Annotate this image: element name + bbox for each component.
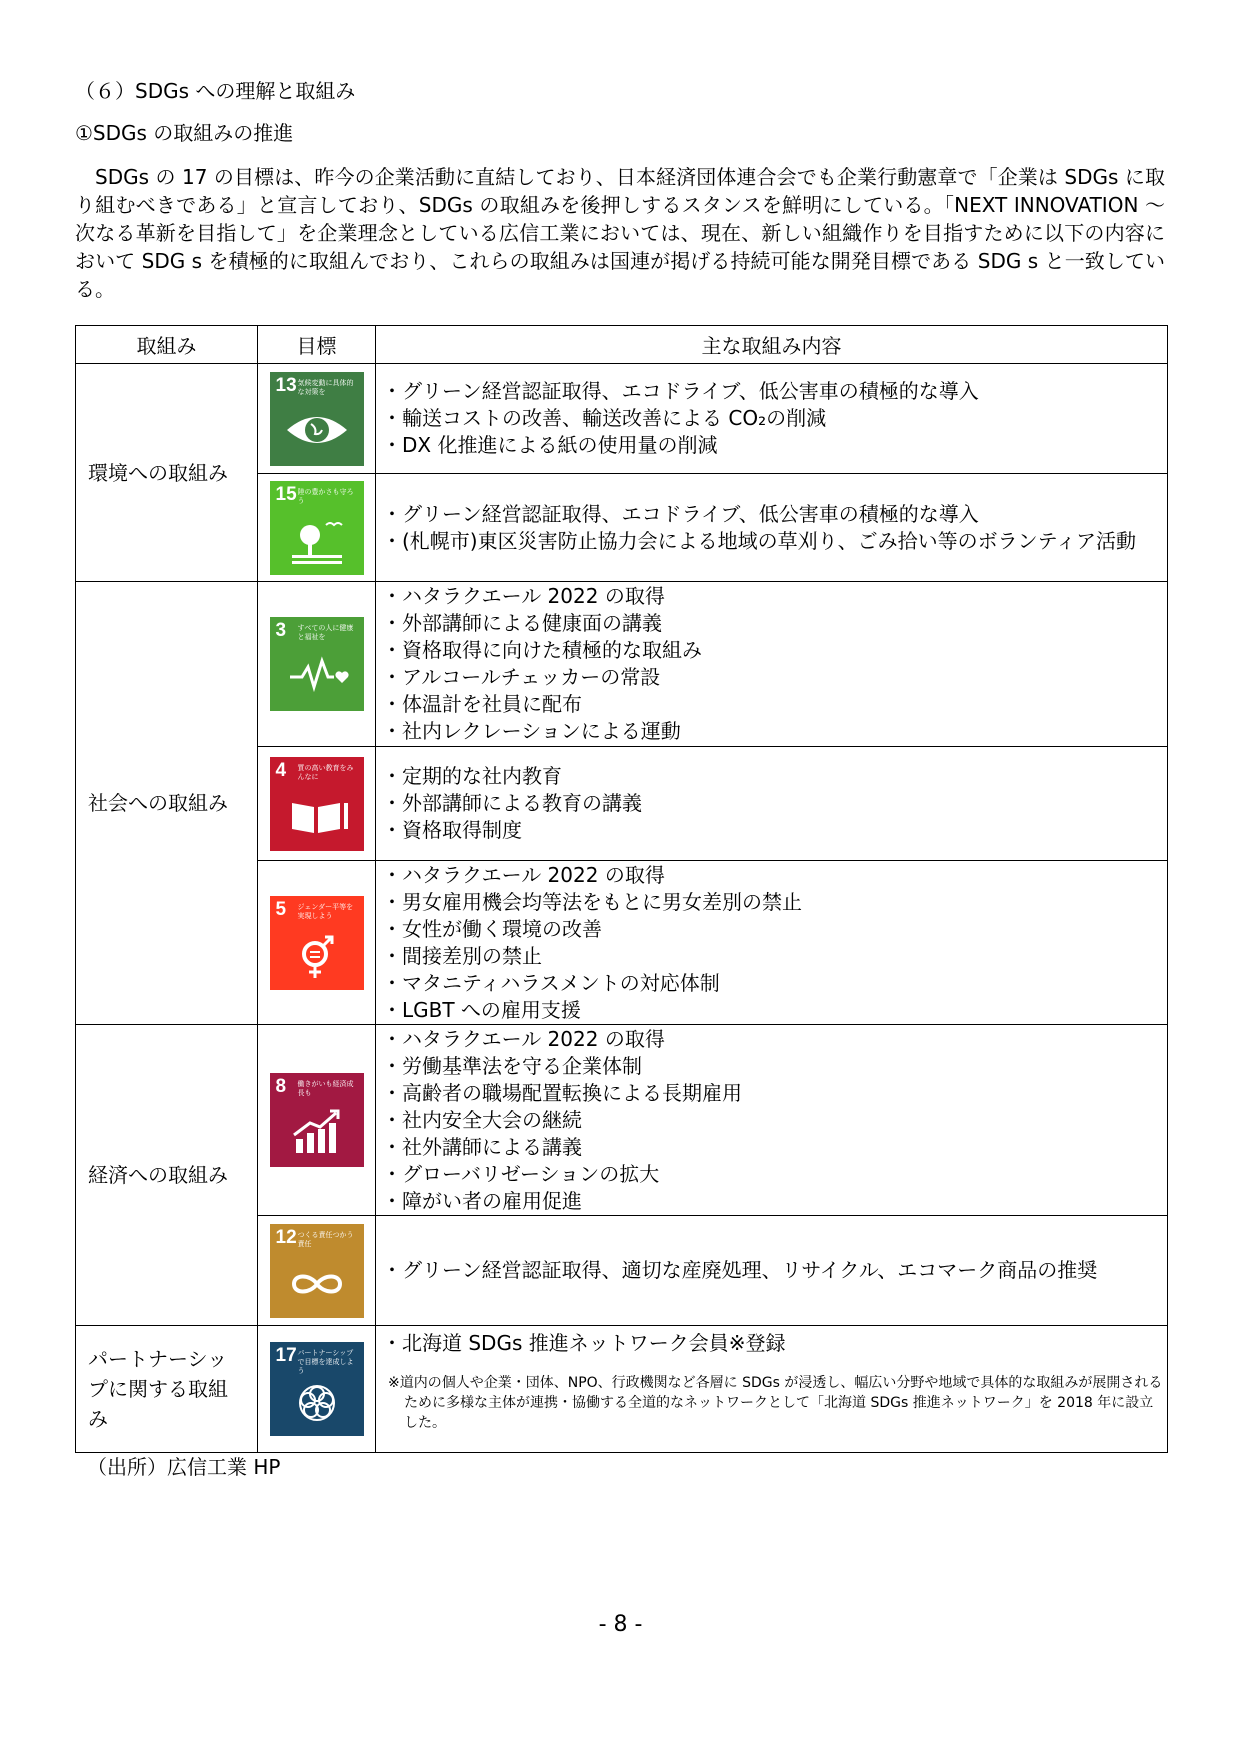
activity-list: [388, 763, 1167, 844]
list-item: ・ 男女雇用機会均等法をもとに男女差別の禁止: [388, 889, 1167, 916]
sdg3-badge: [270, 617, 364, 711]
goal-number: 12: [275, 1226, 297, 1248]
activity-list: [388, 583, 1167, 745]
activities-cell: [376, 1326, 1168, 1453]
activities-cell: [376, 861, 1168, 1025]
list-item: ・ ハタラクエール 2022 の取得: [388, 583, 1167, 610]
sdg-initiatives-table: [75, 325, 1168, 1453]
goal-cell: [258, 861, 376, 1025]
list-item: ・ ハタラクエール 2022 の取得: [388, 1026, 1167, 1053]
header-goal: 目標: [258, 326, 376, 364]
activities-cell: [376, 1216, 1168, 1326]
category-society: 社会への取組み: [76, 582, 258, 1025]
activities-cell: [376, 747, 1168, 861]
list-item: ・ グリーン経営認証取得、エコドライブ、低公害車の積極的な導入: [388, 501, 1167, 528]
activity-list: [388, 1026, 1167, 1215]
goal-title: つくる責任つかう責任: [297, 1230, 354, 1248]
list-item: ・ 外部講師による健康面の講義: [388, 610, 1167, 637]
goal-title: ジェンダー平等を実現しよう: [297, 902, 354, 920]
partnership-flower-icon: [270, 1342, 364, 1436]
list-item: ・ グローバリゼーションの拡大: [388, 1161, 1167, 1188]
activities-cell: [376, 582, 1168, 747]
table-row: [76, 1025, 1168, 1216]
goal-title: 気候変動に具体的な対策を: [297, 378, 354, 396]
goal-number: 3: [275, 620, 287, 641]
header-category: 取組み: [76, 326, 258, 364]
sdg5-badge: [270, 896, 364, 990]
sdg17-badge: [270, 1342, 364, 1436]
footnote-network: ※道内の個人や企業・団体、NPO、行政機関など各層に SDGs が浸透し、幅広い分野や地域で具体的な取組みが展開されるために多様な主体が連携・協働する全道的なネットワークとして「北海道 SDGs 推進ネットワーク」を 2018 年に設立した。: [388, 1375, 1163, 1431]
list-item: ・ 社外講師による講義: [388, 1134, 1167, 1161]
growth-chart-icon: [270, 1073, 364, 1167]
list-item: ・ グリーン経営認証取得、エコドライブ、低公害車の積極的な導入: [388, 378, 1167, 405]
goal-title: すべての人に健康と福祉を: [297, 624, 354, 641]
table-row: [76, 364, 1168, 474]
activity-list: [388, 1257, 1167, 1284]
gender-equality-icon: [270, 896, 364, 990]
list-item: ・ マタニティハラスメントの対応体制: [388, 970, 1167, 997]
list-item: ・ 労働基準法を守る企業体制: [388, 1053, 1167, 1080]
goal-title: パートナーシップで目標を達成しよう: [297, 1349, 354, 1375]
page-number: - 8 -: [598, 1612, 643, 1637]
goal-title: 質の高い教育をみんなに: [297, 763, 354, 781]
list-item: ・ 北海道 SDGs 推進ネットワーク会員※登録: [388, 1330, 1167, 1357]
tree-birds-icon: [270, 481, 364, 575]
list-item: ・ アルコールチェッカーの常設: [388, 664, 1167, 691]
sdg8-badge: [270, 1073, 364, 1167]
list-item: ・ LGBT への雇用支援: [388, 997, 1167, 1024]
list-item: ・ 定期的な社内教育: [388, 763, 1167, 790]
activities-cell: [376, 364, 1168, 474]
goal-title: 働きがいも経済成長も: [297, 1080, 354, 1097]
section-heading: （６）SDGs への理解と取組み: [75, 79, 356, 103]
activity-list: [388, 501, 1167, 555]
list-item: ・ 体温計を社員に配布: [388, 691, 1167, 718]
goal-cell: [258, 747, 376, 861]
activity-list: [388, 378, 1167, 459]
list-item: ・ ハタラクエール 2022 の取得: [388, 862, 1167, 889]
category-environment: 環境への取組み: [76, 364, 258, 582]
category-economy: 経済への取組み: [76, 1025, 258, 1326]
sdg15-badge: [270, 481, 364, 575]
table-header-row: [76, 326, 1168, 364]
list-item: ・ 高齢者の職場配置転換による長期雇用: [388, 1080, 1167, 1107]
heartbeat-icon: [270, 617, 364, 711]
goal-number: 8: [275, 1076, 287, 1097]
goal-title: 陸の豊かさも守ろう: [297, 487, 354, 505]
goal-cell: [258, 1025, 376, 1216]
goal-cell: [258, 582, 376, 747]
goal-number: 15: [275, 483, 297, 505]
list-item: ・ 間接差別の禁止: [388, 943, 1167, 970]
list-item: ・ 社内安全大会の継続: [388, 1107, 1167, 1134]
category-partnership: パートナーシップに関する取組み: [76, 1326, 258, 1453]
goal-number: 17: [275, 1345, 297, 1366]
goal-cell: [258, 474, 376, 582]
list-item: ・ 女性が働く環境の改善: [388, 916, 1167, 943]
goal-number: 5: [275, 898, 287, 920]
list-item: ・ 輸送コストの改善、輸送改善による CO₂の削減: [388, 405, 1167, 432]
activity-list: [388, 862, 1167, 1024]
sdg4-badge: [270, 757, 364, 851]
table-row: [76, 582, 1168, 747]
activity-list: [388, 1330, 1167, 1357]
goal-number: 4: [275, 759, 287, 781]
list-item: ・ 資格取得制度: [388, 817, 1167, 844]
list-item: ・ DX 化推進による紙の使用量の削減: [388, 432, 1167, 459]
sdg13-badge: [270, 372, 364, 466]
activities-cell: [376, 1025, 1168, 1216]
list-item: ・ グリーン経営認証取得、適切な産廃処理、リサイクル、エコマーク商品の推奨: [388, 1257, 1167, 1284]
sdg12-badge: [270, 1224, 364, 1318]
source-caption: （出所）広信工業 HP: [87, 1455, 281, 1479]
book-pencil-icon: [270, 757, 364, 851]
goal-number: 13: [275, 374, 297, 396]
list-item: ・ 社内レクレーションによる運動: [388, 718, 1167, 745]
goal-cell: [258, 1216, 376, 1326]
eye-earth-icon: [270, 372, 364, 466]
intro-paragraph: [75, 163, 1165, 303]
infinity-icon: [270, 1224, 364, 1318]
activities-cell: [376, 474, 1168, 582]
goal-cell: [258, 364, 376, 474]
table-row: [76, 1326, 1168, 1453]
list-item: ・ (札幌市)東区災害防止協力会による地域の草刈り、ごみ拾い等のボランティア活動: [388, 528, 1167, 555]
list-item: ・ 障がい者の雇用促進: [388, 1188, 1167, 1215]
list-item: ・ 資格取得に向けた積極的な取組み: [388, 637, 1167, 664]
header-content: 主な取組み内容: [376, 326, 1168, 364]
goal-cell: [258, 1326, 376, 1453]
sub-heading: ①SDGs の取組みの推進: [75, 121, 294, 145]
list-item: ・ 外部講師による教育の講義: [388, 790, 1167, 817]
intro-paragraph-text: SDGs の 17 の目標は、昨今の企業活動に直結しており、日本経済団体連合会でも企業行動憲章で「企業は SDGs に取り組むべきである」と宣言しており、SDGs の取組みを後押しするスタンスを鮮明にしている。「NEXT INNOVATION ～次なる革新を目指して」を企業理念としている広信工業においては、現在、新しい組織作りを目指すために以下の内容において SDG s を積極的に取組んでおり、これらの取組みは国連が掲げる持続可能な開発目標である SDG s と一致している。: [75, 165, 1165, 301]
